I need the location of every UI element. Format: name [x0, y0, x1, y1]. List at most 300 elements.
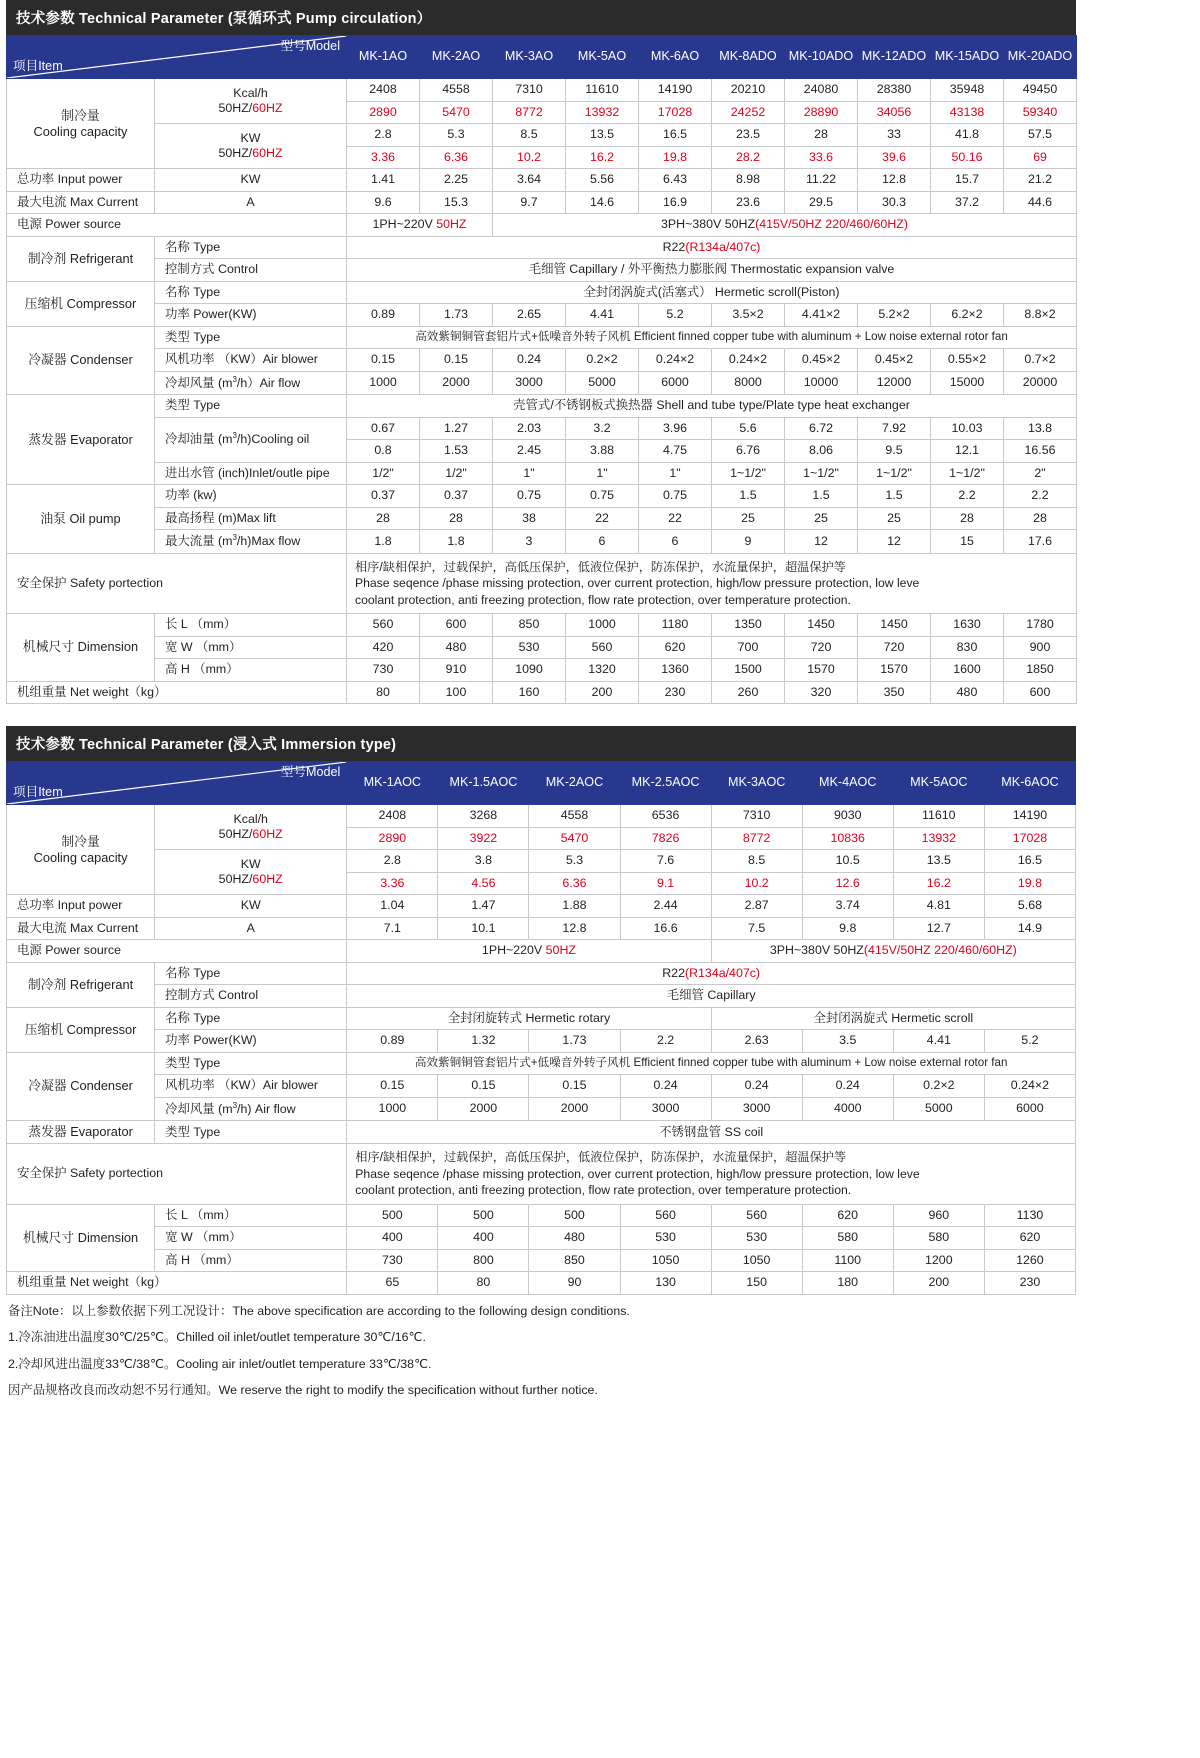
cell: 0.67 — [347, 417, 420, 440]
cell: 1570 — [785, 659, 858, 682]
cell: 0.89 — [347, 304, 420, 327]
cell: 9.8 — [802, 917, 893, 940]
model-col-3: MK-2.5AOC — [620, 762, 711, 805]
cell: 1000 — [566, 614, 639, 637]
row-label-cooling-capacity — [7, 805, 155, 895]
cell: 480 — [529, 1227, 620, 1250]
cell: 6.43 — [639, 169, 712, 192]
max-flow-sup: 3 — [232, 533, 237, 543]
table-row — [7, 636, 1077, 659]
unit-kcal-line1: Kcal/h — [233, 811, 268, 826]
cell: 11610 — [893, 805, 984, 828]
cell: 2.25 — [420, 169, 493, 192]
cell: 17028 — [984, 827, 1075, 850]
cell: 3 — [493, 530, 566, 554]
cell: 400 — [347, 1227, 438, 1250]
model-col-6: MK-5AOC — [893, 762, 984, 805]
power-source-single-phase — [347, 214, 493, 237]
cell: 350 — [858, 681, 931, 704]
table-row — [7, 962, 1076, 985]
cell: 0.37 — [347, 485, 420, 508]
cell: 8000 — [712, 371, 785, 395]
table-row — [7, 1144, 1076, 1204]
power-source-three-phase — [493, 214, 1077, 237]
cell: 5.2×2 — [858, 304, 931, 327]
table-row — [7, 326, 1077, 349]
cell: 1570 — [858, 659, 931, 682]
cell: 16.5 — [639, 124, 712, 147]
sub-label-air-blower: 风机功率 （KW）Air blower — [155, 1075, 347, 1098]
cell: 720 — [785, 636, 858, 659]
cell: 33 — [858, 124, 931, 147]
section-spacer — [0, 704, 1200, 726]
cell: 0.24×2 — [712, 349, 785, 372]
sub-label-width: 宽 W （mm） — [155, 636, 347, 659]
cell: 10.2 — [711, 872, 802, 895]
cell: 12.7 — [893, 917, 984, 940]
cell: 2000 — [420, 371, 493, 395]
cell: 9.5 — [858, 440, 931, 463]
sub-label-max-lift: 最高扬程 (m)Max lift — [155, 507, 347, 530]
safety-cn: 相序/缺相保护，过载保护，高低压保护，低液位保护，防冻保护，水流量保护，超温保护等 — [355, 1150, 847, 1165]
hz60: 60HZ — [252, 872, 283, 887]
cell: 1.41 — [347, 169, 420, 192]
cell: 12 — [858, 530, 931, 554]
model-col-7: MK-6AOC — [984, 762, 1075, 805]
sub-label-compressor-power: 功率 Power(KW) — [155, 1030, 347, 1053]
cell: 29.5 — [785, 191, 858, 214]
cell: 1~1/2" — [931, 462, 1004, 485]
row-label-cooling-capacity — [7, 79, 155, 169]
hz50: 50HZ/ — [218, 827, 253, 842]
cell: 1090 — [493, 659, 566, 682]
cell: 15000 — [931, 371, 1004, 395]
cell: 580 — [893, 1227, 984, 1250]
cell: 2.45 — [493, 440, 566, 463]
table-row — [7, 395, 1077, 418]
cell: 4.41×2 — [785, 304, 858, 327]
cell: 14190 — [984, 805, 1075, 828]
unit-kw-line2 — [159, 146, 342, 162]
cell: 1.8 — [347, 530, 420, 554]
cell: 1" — [639, 462, 712, 485]
cell: 4.41 — [893, 1030, 984, 1053]
header-item-label: 项目Item — [13, 785, 63, 800]
sub-label-refrigerant-control: 控制方式 Control — [155, 985, 347, 1008]
note-line-3: 2.冷却风进出温度33℃/38℃。Cooling air inlet/outlet temperature 33℃/38℃. — [8, 1356, 432, 1371]
hz50: 50HZ/ — [218, 146, 253, 160]
table-row — [7, 895, 1076, 918]
cell: 5.6 — [712, 417, 785, 440]
model-col-8: MK-15ADO — [931, 36, 1004, 79]
cell: 0.75 — [566, 485, 639, 508]
unit-kcal — [155, 805, 347, 850]
cell: 1" — [566, 462, 639, 485]
cell: 850 — [529, 1249, 620, 1272]
cell: 39.6 — [858, 146, 931, 169]
header-item-label: 项目Item — [13, 59, 63, 74]
table-row — [7, 169, 1077, 192]
cell: 600 — [420, 614, 493, 637]
cell: 2.65 — [493, 304, 566, 327]
section-banner: 技术参数 Technical Parameter (泵循环式 Pump circulation） — [6, 0, 1076, 35]
cell: 730 — [347, 1249, 438, 1272]
cell: 13.5 — [893, 850, 984, 873]
cell: 580 — [802, 1227, 893, 1250]
sub-label-refrigerant-type: 名称 Type — [155, 962, 347, 985]
cell: 8.8×2 — [1004, 304, 1077, 327]
compressor-type-value-rotary: 全封闭旋转式 Hermetic rotary — [347, 1007, 711, 1030]
cell: 7.92 — [858, 417, 931, 440]
cell: 2408 — [347, 805, 438, 828]
row-label-max-current: 最大电流 Max Current — [7, 917, 155, 940]
cell: 3000 — [711, 1097, 802, 1121]
cell: 3.2 — [566, 417, 639, 440]
safety-en2: coolant protection, anti freezing protection, flow rate protection, over temperature protection. — [355, 1183, 852, 1198]
cell: 3.88 — [566, 440, 639, 463]
refrigerant-control-value: 毛细管 Capillary — [347, 985, 1076, 1008]
refrigerant-control-value: 毛细管 Capillary / 外平衡热力膨胀阀 Thermostatic expansion valve — [347, 259, 1077, 282]
cell: 28 — [347, 507, 420, 530]
cell: 90 — [529, 1272, 620, 1295]
airflow-pre: 冷却风量 (m — [165, 1101, 233, 1116]
cell: 12.8 — [529, 917, 620, 940]
cell: 0.24×2 — [984, 1075, 1075, 1098]
cell: 3.96 — [639, 417, 712, 440]
table-header-row — [7, 36, 1077, 79]
cell: 23.5 — [712, 124, 785, 147]
cell: 10.03 — [931, 417, 1004, 440]
cell: 6.36 — [529, 872, 620, 895]
header-corner-cell — [7, 36, 347, 79]
cell: 28890 — [785, 101, 858, 124]
cell: 2" — [1004, 462, 1077, 485]
notes-block — [6, 1295, 1076, 1401]
cell: 80 — [438, 1272, 529, 1295]
cell: 4.81 — [893, 895, 984, 918]
table-row — [7, 236, 1077, 259]
table-row — [7, 1030, 1076, 1053]
cell: 0.15 — [347, 1075, 438, 1098]
ps1-text: 1PH~220V — [481, 943, 546, 958]
cell: 6.2×2 — [931, 304, 1004, 327]
cell: 6536 — [620, 805, 711, 828]
cell: 17.6 — [1004, 530, 1077, 554]
cell: 9.6 — [347, 191, 420, 214]
sub-label-condenser-type: 类型 Type — [155, 1052, 347, 1075]
cell: 2000 — [529, 1097, 620, 1121]
cell: 1.27 — [420, 417, 493, 440]
table-row — [7, 553, 1077, 613]
cell: 16.9 — [639, 191, 712, 214]
cell: 1130 — [984, 1204, 1075, 1227]
cell: 13.8 — [1004, 417, 1077, 440]
cell: 2408 — [347, 79, 420, 102]
cell: 12 — [785, 530, 858, 554]
cell: 21.2 — [1004, 169, 1077, 192]
cell: 1/2" — [420, 462, 493, 485]
cell: 0.15 — [420, 349, 493, 372]
cell: 24252 — [712, 101, 785, 124]
unit-kw — [155, 850, 347, 895]
cell: 41.8 — [931, 124, 1004, 147]
cell: 8772 — [711, 827, 802, 850]
cell: 560 — [566, 636, 639, 659]
unit-kw — [155, 124, 347, 169]
hz50: 50HZ/ — [218, 101, 253, 115]
cell: 30.3 — [858, 191, 931, 214]
cell: 24080 — [785, 79, 858, 102]
unit-kcal-line2 — [159, 101, 342, 117]
table-row — [7, 1227, 1076, 1250]
sub-label-evaporator-type: 类型 Type — [155, 1121, 347, 1144]
cell: 0.15 — [347, 349, 420, 372]
table-row — [7, 1121, 1076, 1144]
cell: 57.5 — [1004, 124, 1077, 147]
model-col-5: MK-4AOC — [802, 762, 893, 805]
cell: 1~1/2" — [858, 462, 931, 485]
ps2-text: 3PH~380V 50HZ — [661, 217, 756, 231]
note-line-4: 因产品规格改良而改动恕不另行通知。We reserve the right to modify the specification without further notice. — [8, 1383, 598, 1398]
cell: 0.45×2 — [858, 349, 931, 372]
unit-kw-line1: KW — [240, 856, 261, 871]
cell: 1.32 — [438, 1030, 529, 1053]
cell: 1260 — [984, 1249, 1075, 1272]
cell: 1780 — [1004, 614, 1077, 637]
cell: 1450 — [858, 614, 931, 637]
cell: 28380 — [858, 79, 931, 102]
power-source-three-phase — [711, 940, 1075, 963]
row-label-dimension: 机械尺寸 Dimension — [7, 614, 155, 682]
row-label-refrigerant: 制冷剂 Refrigerant — [7, 236, 155, 281]
cell: 44.6 — [1004, 191, 1077, 214]
cooling-capacity-cn: 制冷量 — [61, 833, 100, 849]
cell: 1" — [493, 462, 566, 485]
cooling-capacity-cn: 制冷量 — [61, 107, 100, 123]
table-row — [7, 917, 1076, 940]
cell: 1/2" — [347, 462, 420, 485]
cell: 59340 — [1004, 101, 1077, 124]
max-flow-pre: 最大流量 (m — [165, 534, 233, 549]
cooling-capacity-en: Cooling capacity — [33, 123, 128, 139]
table-row — [7, 1097, 1076, 1121]
cell: 850 — [493, 614, 566, 637]
sub-label-condenser-type: 类型 Type — [155, 326, 347, 349]
cell: 10836 — [802, 827, 893, 850]
cell: 16.6 — [620, 917, 711, 940]
table-row — [7, 349, 1077, 372]
sub-label-length: 长 L （mm） — [155, 614, 347, 637]
airflow-pre: 冷却风量 (m — [165, 375, 233, 390]
unit-kcal-line1: Kcal/h — [233, 85, 268, 100]
cell: 16.5 — [984, 850, 1075, 873]
ps2-text: 3PH~380V 50HZ — [769, 943, 864, 958]
sub-label-refrigerant-control: 控制方式 Control — [155, 259, 347, 282]
safety-protection-text — [347, 1144, 1076, 1204]
cell: 0.15 — [529, 1075, 620, 1098]
cell: 2.63 — [711, 1030, 802, 1053]
cell: 7.1 — [347, 917, 438, 940]
table-row — [7, 530, 1077, 554]
cell: 1450 — [785, 614, 858, 637]
cell: 25 — [712, 507, 785, 530]
cell: 28 — [785, 124, 858, 147]
cell: 150 — [711, 1272, 802, 1295]
sub-label-cooling-oil — [155, 417, 347, 462]
table-row — [7, 79, 1077, 102]
model-col-3: MK-5AO — [566, 36, 639, 79]
cell: 200 — [893, 1272, 984, 1295]
cell: 2890 — [347, 101, 420, 124]
cell: 6000 — [639, 371, 712, 395]
unit-max-current: A — [155, 191, 347, 214]
cell: 0.75 — [639, 485, 712, 508]
sub-label-pump-power: 功率 (kw) — [155, 485, 347, 508]
sub-label-air-flow — [155, 371, 347, 395]
table-section-immersion-type — [6, 726, 1076, 1400]
condenser-type-value: 高效紫铜铜管套铝片式+低噪音外转子风机 Efficient finned copper tube with aluminum + Low noise external rotor fan — [347, 1052, 1076, 1075]
cell: 620 — [639, 636, 712, 659]
cell: 100 — [420, 681, 493, 704]
row-label-dimension: 机械尺寸 Dimension — [7, 1204, 155, 1272]
cell: 200 — [566, 681, 639, 704]
cell: 8.5 — [711, 850, 802, 873]
cell: 500 — [347, 1204, 438, 1227]
spec-table-immersion — [6, 761, 1076, 1295]
table-row — [7, 259, 1077, 282]
section-banner: 技术参数 Technical Parameter (浸入式 Immersion type) — [6, 726, 1076, 761]
table-row — [7, 304, 1077, 327]
cell: 1850 — [1004, 659, 1077, 682]
cell: 3.8 — [438, 850, 529, 873]
cell: 2.2 — [1004, 485, 1077, 508]
cell: 530 — [711, 1227, 802, 1250]
cell: 130 — [620, 1272, 711, 1295]
cell: 11610 — [566, 79, 639, 102]
cell: 9 — [712, 530, 785, 554]
cell: 0.24 — [620, 1075, 711, 1098]
header-model-label: 型号Model — [280, 765, 341, 780]
cell: 14190 — [639, 79, 712, 102]
model-col-6: MK-10ADO — [785, 36, 858, 79]
cell: 6000 — [984, 1097, 1075, 1121]
table-row — [7, 850, 1076, 873]
row-label-evaporator: 蒸发器 Evaporator — [7, 395, 155, 485]
table-row — [7, 614, 1077, 637]
cell: 6.36 — [420, 146, 493, 169]
table-row — [7, 940, 1076, 963]
cooling-oil-post: /h)Cooling oil — [236, 432, 310, 447]
cell: 5.3 — [529, 850, 620, 873]
cell: 5.2 — [984, 1030, 1075, 1053]
cell: 19.8 — [984, 872, 1075, 895]
cell: 1.5 — [858, 485, 931, 508]
cell: 3.5×2 — [712, 304, 785, 327]
cell: 480 — [931, 681, 1004, 704]
cell: 15.3 — [420, 191, 493, 214]
cell: 25 — [785, 507, 858, 530]
row-label-power-source: 电源 Power source — [7, 214, 347, 237]
cell: 6 — [566, 530, 639, 554]
cell: 830 — [931, 636, 1004, 659]
evaporator-type-value: 不锈钢盘管 SS coil — [347, 1121, 1076, 1144]
ps2-alt: (415V/50HZ 220/460/60HZ) — [755, 217, 908, 231]
cell: 33.6 — [785, 146, 858, 169]
cell: 600 — [1004, 681, 1077, 704]
cell: 6.72 — [785, 417, 858, 440]
cell: 260 — [712, 681, 785, 704]
header-model-label: 型号Model — [280, 39, 340, 53]
table-row — [7, 417, 1077, 440]
cell: 420 — [347, 636, 420, 659]
compressor-type-value: 全封闭涡旋式(活塞式） Hermetic scroll(Piston) — [347, 281, 1077, 304]
table-row — [7, 462, 1077, 485]
cell: 720 — [858, 636, 931, 659]
sub-label-max-flow — [155, 530, 347, 554]
cell: 65 — [347, 1272, 438, 1295]
cell: 19.8 — [639, 146, 712, 169]
cell: 1000 — [347, 1097, 438, 1121]
cell: 69 — [1004, 146, 1077, 169]
cell: 80 — [347, 681, 420, 704]
unit-kcal — [155, 79, 347, 124]
cell: 4000 — [802, 1097, 893, 1121]
cell: 2.8 — [347, 850, 438, 873]
table-section-pump-circulation — [6, 0, 1076, 704]
cell: 5.56 — [566, 169, 639, 192]
cell: 12000 — [858, 371, 931, 395]
cell: 22 — [566, 507, 639, 530]
row-label-compressor: 压缩机 Compressor — [7, 281, 155, 326]
sub-label-height: 高 H （mm） — [155, 1249, 347, 1272]
model-col-5: MK-8ADO — [712, 36, 785, 79]
unit-kw-line1: KW — [240, 130, 261, 145]
model-col-0: MK-1AO — [347, 36, 420, 79]
cell: 7.6 — [620, 850, 711, 873]
row-label-condenser: 冷凝器 Condenser — [7, 1052, 155, 1121]
cell: 28 — [420, 507, 493, 530]
cell: 2.8 — [347, 124, 420, 147]
header-corner-cell — [7, 762, 347, 805]
cell: 530 — [493, 636, 566, 659]
cell: 5470 — [529, 827, 620, 850]
cell: 1500 — [712, 659, 785, 682]
cell: 2.44 — [620, 895, 711, 918]
cell: 730 — [347, 659, 420, 682]
cell: 50.16 — [931, 146, 1004, 169]
cell: 0.45×2 — [785, 349, 858, 372]
cell: 4.41 — [566, 304, 639, 327]
model-col-7: MK-12ADO — [858, 36, 931, 79]
refrigerant-type-value — [347, 962, 1076, 985]
cell: 8.98 — [712, 169, 785, 192]
hz60: 60HZ — [252, 827, 283, 842]
sub-label-compressor-power: 功率 Power(KW) — [155, 304, 347, 327]
model-col-0: MK-1AOC — [347, 762, 438, 805]
compressor-type-value-scroll: 全封闭涡旋式 Hermetic scroll — [711, 1007, 1075, 1030]
row-label-compressor: 压缩机 Compressor — [7, 1007, 155, 1052]
cell: 43138 — [931, 101, 1004, 124]
model-col-1: MK-2AO — [420, 36, 493, 79]
cell: 560 — [620, 1204, 711, 1227]
table-row — [7, 507, 1077, 530]
cell: 14.9 — [984, 917, 1075, 940]
cell: 5.68 — [984, 895, 1075, 918]
table-row — [7, 1204, 1076, 1227]
sub-label-refrigerant-type: 名称 Type — [155, 236, 347, 259]
table-row — [7, 659, 1077, 682]
safety-en1: Phase seqence /phase missing protection, over current protection, high/low pressure protection, low leve — [355, 576, 920, 591]
